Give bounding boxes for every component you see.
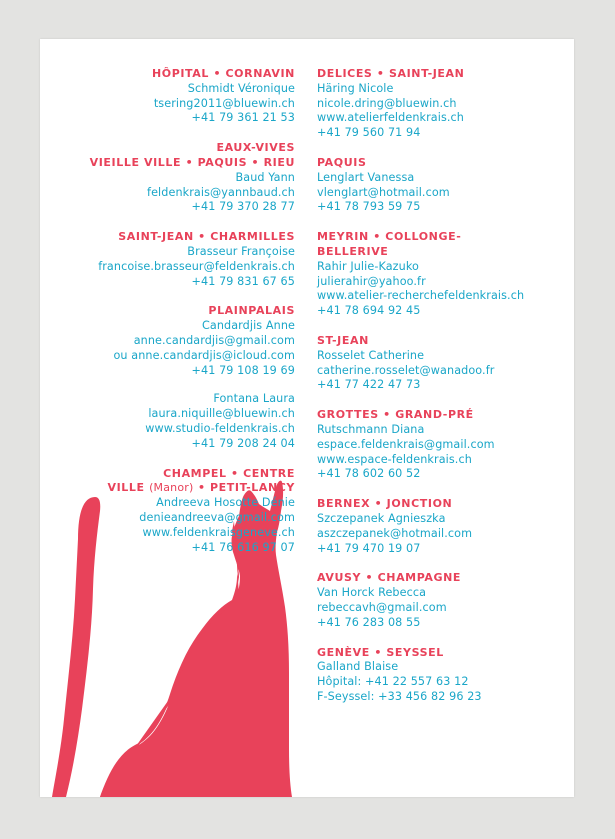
contact-phone: +41 77 422 47 73 bbox=[317, 378, 421, 392]
contact-phone: +41 78 694 92 45 bbox=[317, 304, 421, 318]
contact-phone: F-Seyssel: +33 456 82 96 23 bbox=[317, 689, 482, 703]
contact-entry bbox=[317, 67, 524, 141]
contact-email: tsering2011@bluewin.ch bbox=[153, 96, 295, 110]
contact-phone: +41 79 560 71 94 bbox=[317, 126, 421, 140]
contact-entry bbox=[317, 156, 524, 215]
contact-name: Rosselet Catherine bbox=[317, 348, 425, 362]
contact-email: catherine.rosselet@wanadoo.fr bbox=[317, 363, 495, 377]
contact-entry bbox=[317, 230, 524, 319]
contact-email: feldenkrais@yannbaud.ch bbox=[147, 185, 295, 199]
contact-entry bbox=[90, 304, 295, 378]
contact-phone: +41 79 208 24 04 bbox=[191, 436, 295, 450]
contact-phone: +41 79 831 67 65 bbox=[191, 274, 295, 288]
contact-name: Häring Nicole bbox=[317, 81, 394, 95]
area-heading: PLAINPALAIS bbox=[208, 304, 295, 318]
contact-phone: +41 79 470 19 07 bbox=[317, 541, 421, 555]
area-heading: BELLERIVE bbox=[317, 244, 389, 258]
contact-entry bbox=[90, 230, 295, 289]
area-heading: PAQUIS bbox=[317, 155, 367, 169]
area-heading: GROTTES • GRAND-PRÉ bbox=[317, 408, 474, 422]
contact-name: Baud Yann bbox=[235, 170, 295, 184]
contact-name: Rahir Julie-Kazuko bbox=[317, 259, 419, 273]
contact-name: Szczepanek Agnieszka bbox=[317, 511, 446, 525]
area-heading: BERNEX • JONCTION bbox=[317, 497, 453, 511]
area-heading: EAUX-VIVES bbox=[216, 141, 295, 155]
contact-name: Fontana Laura bbox=[213, 392, 295, 406]
contact-phone: +41 79 361 21 53 bbox=[191, 111, 295, 125]
contact-website: www.atelierfeldenkrais.ch bbox=[317, 111, 464, 125]
heading-part: VILLE bbox=[107, 481, 150, 495]
contact-website: www.espace-feldenkrais.ch bbox=[317, 452, 472, 466]
contact-email: julierahir@yahoo.fr bbox=[317, 274, 426, 288]
contact-phone: +41 76 283 08 55 bbox=[317, 615, 421, 629]
area-heading bbox=[90, 481, 295, 496]
contact-email: espace.feldenkrais@gmail.com bbox=[317, 437, 495, 451]
contact-email: rebeccavh@gmail.com bbox=[317, 600, 447, 614]
right-column bbox=[317, 67, 524, 720]
heading-part: • PETIT-LANCY bbox=[193, 481, 295, 495]
contact-name: Brasseur Françoise bbox=[187, 244, 295, 258]
contact-name: Van Horck Rebecca bbox=[317, 586, 427, 600]
area-heading: ST-JEAN bbox=[317, 333, 369, 347]
contact-phone: Hôpital: +41 22 557 63 12 bbox=[317, 675, 469, 689]
area-heading: AVUSY • CHAMPAGNE bbox=[317, 571, 462, 585]
manor-note: (Manor) bbox=[149, 481, 194, 495]
contact-name: Rutschmann Diana bbox=[317, 422, 425, 436]
contact-name: Andreeva Hosotte Dénie bbox=[156, 496, 295, 510]
contact-name: Candardjis Anne bbox=[201, 319, 295, 333]
contact-website: www.atelier-recherchefeldenkrais.ch bbox=[317, 289, 525, 303]
contact-phone: +41 78 602 60 52 bbox=[317, 467, 421, 481]
contact-phone: +41 79 108 19 69 bbox=[191, 363, 295, 377]
contact-email: vlenglart@hotmail.com bbox=[317, 185, 450, 199]
contact-email: anne.candardjis@gmail.com bbox=[133, 333, 295, 347]
contact-email: denieandreeva@gmail.com bbox=[139, 510, 295, 524]
contact-phone: +41 78 793 59 75 bbox=[317, 200, 421, 214]
area-heading: GENÈVE • SEYSSEL bbox=[317, 645, 444, 659]
contact-entry bbox=[317, 497, 524, 556]
contact-email: ou anne.candardjis@icloud.com bbox=[113, 348, 295, 362]
contact-email: aszczepanek@hotmail.com bbox=[317, 526, 473, 540]
contact-entry bbox=[90, 67, 295, 126]
area-heading: DELICES • SAINT-JEAN bbox=[317, 67, 465, 80]
contact-entry bbox=[317, 408, 524, 482]
contact-entry bbox=[90, 467, 295, 556]
contact-name: Galland Blaise bbox=[317, 660, 399, 674]
area-heading: VIEILLE VILLE • PAQUIS • RIEU bbox=[89, 155, 295, 169]
contact-phone: +41 79 370 28 77 bbox=[191, 200, 295, 214]
contact-entry bbox=[317, 646, 524, 705]
contact-email: laura.niquille@bluewin.ch bbox=[148, 407, 295, 421]
contact-website: www.feldenkraisgeneve.ch bbox=[142, 525, 295, 539]
area-heading: SAINT-JEAN • CHARMILLES bbox=[118, 230, 295, 244]
contact-name: Schmidt Véronique bbox=[187, 81, 295, 95]
contact-website: www.studio-feldenkrais.ch bbox=[145, 421, 295, 435]
contact-entry bbox=[90, 141, 295, 215]
contact-entry bbox=[317, 334, 524, 393]
area-heading: CHAMPEL • CENTRE bbox=[163, 466, 295, 480]
contact-email: nicole.dring@bluewin.ch bbox=[317, 96, 457, 110]
flyer-sheet bbox=[40, 39, 574, 797]
area-heading: HÔPITAL • CORNAVIN bbox=[151, 67, 295, 80]
contact-entry bbox=[317, 571, 524, 630]
left-column bbox=[90, 67, 295, 570]
contact-email: francoise.brasseur@feldenkrais.ch bbox=[98, 259, 295, 273]
contact-name: Lenglart Vanessa bbox=[317, 170, 415, 184]
contact-phone: +41 76 616 97 07 bbox=[191, 540, 295, 554]
contact-entry bbox=[90, 392, 295, 451]
area-heading: MEYRIN • COLLONGE- bbox=[317, 230, 462, 244]
